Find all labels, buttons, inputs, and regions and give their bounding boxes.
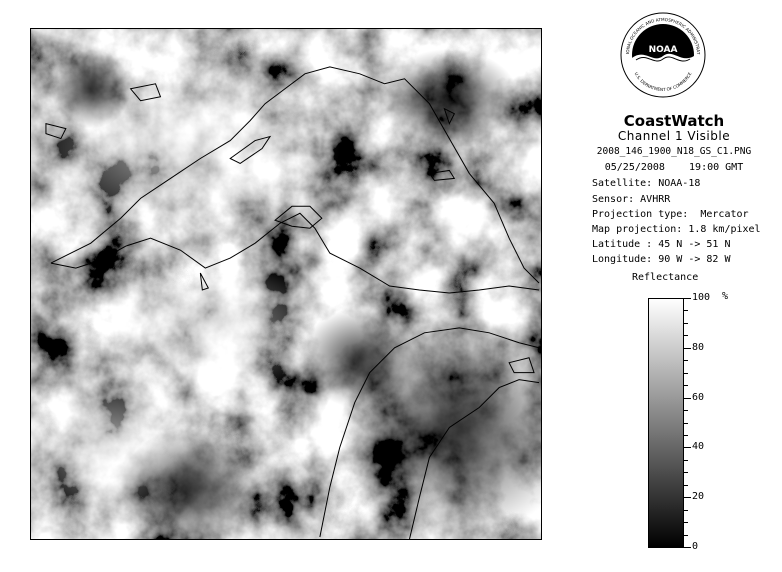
colorbar-tick-label: 100 xyxy=(692,292,711,303)
colorbar-minor-tick xyxy=(684,535,688,536)
colorbar-minor-tick xyxy=(684,373,688,374)
date-time: 05/25/2008 19:00 GMT xyxy=(604,162,744,173)
colorbar-tick-label: 60 xyxy=(692,392,705,403)
map-projection-info: Map projection: 1.8 km/pixel xyxy=(592,224,761,235)
colorbar-minor-tick xyxy=(684,423,688,424)
longitude-info: Longitude: 90 W -> 82 W xyxy=(592,254,731,265)
colorbar-minor-tick xyxy=(684,323,688,324)
latitude-info: Latitude : 45 N -> 51 N xyxy=(592,239,731,250)
colorbar-tick-label: 0 xyxy=(692,541,699,552)
product-title: CoastWatch xyxy=(623,112,725,130)
logo-label: NOAA xyxy=(648,45,678,55)
colorbar-major-tick xyxy=(684,547,691,548)
channel-label: Channel 1 Visible xyxy=(617,129,731,143)
colorbar-minor-tick xyxy=(684,522,688,523)
noaa-logo xyxy=(620,12,706,98)
colorbar-major-tick xyxy=(684,298,691,299)
colorbar-major-tick xyxy=(684,348,691,349)
colorbar-minor-tick xyxy=(684,435,688,436)
colorbar-minor-tick xyxy=(684,385,688,386)
colorbar-major-tick xyxy=(684,398,691,399)
colorbar-minor-tick xyxy=(684,360,688,361)
satellite-image xyxy=(30,28,542,540)
logo-ring-top: IONAL OCEANIC AND ATMOSPHERIC ADMINISTRAT xyxy=(625,16,702,55)
colorbar-tick-label: 80 xyxy=(692,342,705,353)
colorbar-minor-tick xyxy=(684,510,688,511)
satellite-info: Satellite: NOAA-18 xyxy=(592,178,701,189)
colorbar-tick-label: 20 xyxy=(692,491,705,502)
colorbar-title: Reflectance xyxy=(632,272,699,283)
colorbar-minor-tick xyxy=(684,472,688,473)
logo-ring-bottom: U.S. DEPARTMENT OF COMMERCE xyxy=(633,71,693,93)
sensor-info: Sensor: AVHRR xyxy=(592,194,671,205)
reflectance-colorbar xyxy=(648,298,684,548)
colorbar-tick-label: 40 xyxy=(692,441,705,452)
colorbar-minor-tick xyxy=(684,335,688,336)
colorbar-major-tick xyxy=(684,497,691,498)
file-name: 2008_146_1900_N18_GS_C1.PNG xyxy=(596,146,752,157)
colorbar-minor-tick xyxy=(684,410,688,411)
colorbar-major-tick xyxy=(684,447,691,448)
colorbar-unit: % xyxy=(722,291,729,302)
colorbar-minor-tick xyxy=(684,460,688,461)
colorbar-minor-tick xyxy=(684,485,688,486)
colorbar-minor-tick xyxy=(684,310,688,311)
projection-type-info: Projection type: Mercator xyxy=(592,209,749,220)
